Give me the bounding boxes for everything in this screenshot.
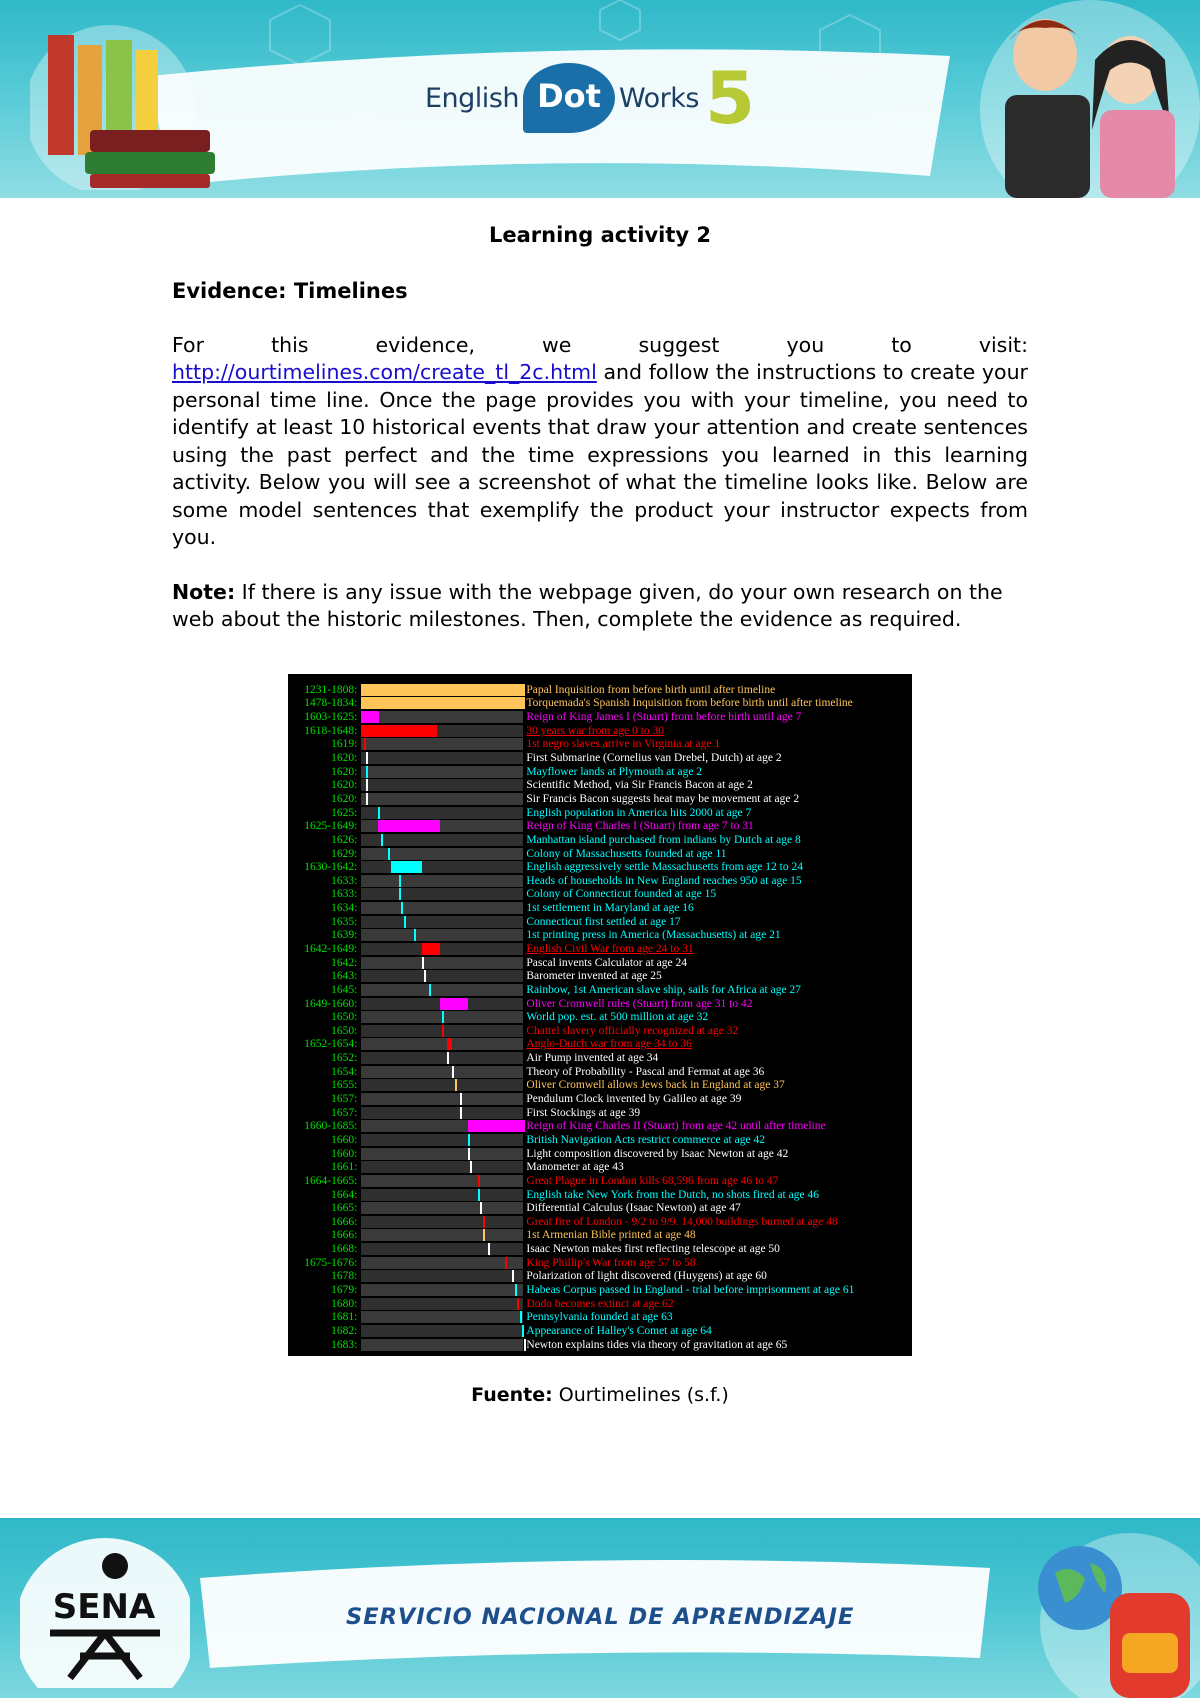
timeline-date: 1625: (331, 806, 358, 819)
timeline-bar (440, 998, 468, 1010)
timeline-row (294, 1024, 906, 1038)
timeline-row (294, 901, 906, 915)
timeline-event: 1st negro slaves arrive in Virginia at age 1 (526, 738, 721, 751)
timeline-bar (404, 916, 406, 928)
timeline-date: 1679: (331, 1284, 358, 1296)
timeline-row (294, 1201, 906, 1215)
timeline-event: Theory of Probability - Pascal and Fermat at age 36 (526, 1065, 765, 1078)
timeline-bar (478, 1175, 480, 1187)
timeline-event: Sir Francis Bacon suggests heat may be movement at age 2 (526, 792, 800, 805)
timeline-date: 1643: (331, 970, 358, 983)
timeline-event: Newton explains tides via theory of gravitation at age 65 (526, 1338, 788, 1351)
timeline-bar-track (361, 875, 523, 887)
timeline-bar (470, 1161, 472, 1173)
timeline-date: 1660-1685: (304, 1120, 358, 1133)
timeline-row (294, 697, 906, 711)
timeline-event: First Submarine (Cornelius van Drebel, Dutch) at age 2 (526, 752, 782, 765)
timeline-bar (447, 1052, 449, 1064)
timeline-row (294, 929, 906, 943)
document-body (172, 222, 1028, 634)
timeline-date: 1666: (331, 1229, 358, 1242)
timeline-bar (468, 1134, 470, 1146)
timeline-date: 1635: (331, 915, 358, 928)
timeline-event: 1st printing press in America (Massachusetts) at age 21 (526, 929, 781, 942)
timeline-date: 1649-1660: (304, 997, 358, 1010)
timeline-event: British Navigation Acts restrict commerce at age 42 (526, 1133, 765, 1146)
timeline-date: 1682: (331, 1324, 358, 1337)
timeline-date: 1657: (331, 1093, 358, 1106)
timeline-event: Reign of King James I (Stuart) from before birth until age 7 (526, 711, 802, 724)
timeline-bar (422, 957, 424, 969)
timeline-bar-track (361, 1120, 523, 1132)
instructions-paragraph (172, 332, 1028, 552)
timeline-event: Mayflower lands at Plymouth at age 2 (526, 765, 703, 778)
timeline-bar-track (361, 1161, 523, 1173)
timeline-bar (366, 766, 368, 778)
timeline-bar (401, 902, 403, 914)
timeline-row (294, 942, 906, 956)
timeline-event: 30 years war from age 0 to 30 (526, 724, 665, 737)
timeline-bar (515, 1284, 517, 1296)
timeline-bar-track (361, 1243, 523, 1255)
timeline-row (294, 765, 906, 779)
note-paragraph (172, 579, 1028, 634)
logo-word-works: Works (619, 82, 699, 114)
timeline-row (294, 778, 906, 792)
timeline-bar-track (361, 1066, 523, 1078)
timeline-bar-track (361, 1189, 523, 1201)
timeline-date: 1625-1649: (304, 820, 358, 833)
timeline-bar (522, 1325, 524, 1337)
timeline-event: First Stockings at age 39 (526, 1106, 641, 1119)
timeline-row (294, 683, 906, 697)
timeline-date: 1478-1834: (304, 697, 358, 710)
logo-word-dot: Dot (523, 63, 615, 133)
timeline-event: Dodo becomes extinct at age 62 (526, 1297, 674, 1310)
timeline-event: Pascal invents Calculator at age 24 (526, 956, 688, 969)
timeline-bar (455, 1079, 457, 1091)
timeline-bar (424, 970, 426, 982)
timeline-bar (442, 1025, 444, 1037)
timeline-bar (460, 1107, 462, 1119)
timeline-bar (483, 1229, 485, 1241)
timeline-event: Manhattan island purchased from indians by Dutch at age 8 (526, 833, 801, 846)
timeline-event: Polarization of light discovered (Huygens) at age 60 (526, 1270, 767, 1283)
timeline-row (294, 1160, 906, 1174)
timeline-date: 1629: (331, 847, 358, 860)
timeline-event: Heads of households in New England reaches 950 at age 15 (526, 874, 802, 887)
institution-name: SERVICIO NACIONAL DE APRENDIZAJE (346, 1604, 855, 1630)
timeline-event: English take New York from the Dutch, no shots fired at age 46 (526, 1188, 819, 1201)
timeline-row (294, 956, 906, 970)
timeline-date: 1661: (331, 1161, 358, 1174)
timeline-event: Reign of King Charles II (Stuart) from age 42 until after timeline (526, 1120, 826, 1133)
timeline-row (294, 1010, 906, 1024)
timeline-bar-track (361, 793, 523, 805)
timeline-event: Air Pump invented at age 34 (526, 1052, 659, 1065)
timeline-date: 1620: (331, 765, 358, 778)
timeline-bar (381, 834, 383, 846)
timeline-bar (520, 1311, 522, 1323)
timeline-row (294, 738, 906, 752)
timeline-bar-track (361, 738, 523, 750)
timeline-bar-track (361, 1216, 523, 1228)
timeline-bar (505, 1257, 507, 1269)
timeline-row (294, 1229, 906, 1243)
timeline-bar (378, 807, 380, 819)
timeline-date: 1675-1676: (304, 1256, 358, 1269)
timeline-bar-track (361, 1148, 523, 1160)
timeline-row (294, 1133, 906, 1147)
timeline-event: Great fire of London - 9/2 to 9/9. 14,000 buildings burned at age 48 (526, 1215, 838, 1228)
sena-logo-text: SENA (52, 1587, 156, 1627)
timeline-row (294, 1106, 906, 1120)
timeline-date: 1639: (331, 929, 358, 942)
timeline-row (294, 1324, 906, 1338)
timeline-bar-track (361, 684, 523, 696)
timeline-row (294, 860, 906, 874)
timeline-row (294, 1051, 906, 1065)
timeline-date: 1681: (331, 1311, 358, 1324)
timeline-date: 1664: (331, 1188, 358, 1201)
timeline-bar-track (361, 1257, 523, 1269)
timeline-date: 1652-1654: (304, 1038, 358, 1051)
timeline-row (294, 1338, 906, 1352)
timeline-row (294, 1065, 906, 1079)
timeline-bar (361, 711, 379, 723)
timeline-bar (517, 1298, 519, 1310)
instructions-rest: and follow the instructions to create your personal time line. Once the page provides you with your timeline, you need to identify at least 10 historical events that draw your attention and create sentences using the past perfect and the time expressions you learned in this learning activity. Below you will see a screenshot of what the timeline looks like. Below are some model sentences that exemplify the product your instructor expects from you. (172, 360, 1028, 549)
caption-label: Fuente: (471, 1384, 553, 1406)
timeline-bar-track (361, 1311, 523, 1323)
timeline-bar (414, 929, 416, 941)
timeline-row (294, 1283, 906, 1297)
timeline-bar (378, 820, 440, 832)
timeline-bar (483, 1216, 485, 1228)
timeline-event: English population in America hits 2000 at age 7 (526, 806, 752, 819)
logo-word-english: English (425, 82, 519, 114)
timeline-bar-track (361, 820, 523, 832)
timeline-date: 1634: (331, 902, 358, 915)
instructions-intro: For this evidence, we suggest you to visit: (172, 332, 1028, 357)
timeline-event: Colony of Massachusetts founded at age 11 (526, 847, 727, 860)
timeline-bar-track (361, 1011, 523, 1023)
timeline-event: King Phillip's War from age 57 to 58 (526, 1256, 696, 1269)
timeline-row (294, 819, 906, 833)
note-text: If there is any issue with the webpage given, do your own research on the web about the historic milestones. Then, complete the evidence as required. (172, 579, 1003, 631)
page-title: Learning activity 2 (489, 223, 711, 247)
timeline-bar-track (361, 766, 523, 778)
timeline-bar-track (361, 1339, 523, 1351)
timeline-date: 1657: (331, 1106, 358, 1119)
timeline-date: 1668: (331, 1243, 358, 1256)
timeline-bar-track (361, 1325, 523, 1337)
timeline-date: 1666: (331, 1215, 358, 1228)
timeline-row (294, 1310, 906, 1324)
timeline-event: 1st settlement in Maryland at age 16 (526, 902, 694, 915)
timeline-event: English aggressively settle Massachusetts from age 12 to 24 (526, 861, 803, 874)
timeline-date: 1620: (331, 792, 358, 805)
timeline-row (294, 751, 906, 765)
timeline-event: Chattel slavery officially recognized at age 32 (526, 1024, 739, 1037)
timeline-bar (478, 1189, 480, 1201)
timeline-event: Habeas Corpus passed in England - trial before imprisonment at age 61 (526, 1284, 855, 1296)
timeline-bar (361, 725, 436, 737)
timeline-row (294, 1215, 906, 1229)
timeline-bar (524, 1339, 526, 1351)
timeline-event: Torquemada's Spanish Inquisition from before birth until after timeline (526, 697, 853, 710)
timeline-bar (366, 779, 368, 791)
timeline-row (294, 1147, 906, 1161)
timeline-bar (422, 943, 440, 955)
timeline-bar-track (361, 1052, 523, 1064)
timeline-date: 1654: (331, 1065, 358, 1078)
timeline-row (294, 1120, 906, 1134)
timeline-event: Differential Calculus (Isaac Newton) at age 47 (526, 1202, 741, 1215)
timeline-date: 1603-1625: (304, 711, 358, 724)
timeline-bar-track (361, 752, 523, 764)
english-dot-works-logo (425, 58, 755, 138)
timeline-row (294, 1188, 906, 1202)
timeline-bar-track (361, 929, 523, 941)
timeline-bar-track (361, 888, 523, 900)
timeline-date: 1664-1665: (304, 1174, 358, 1187)
timeline-date: 1231-1808: (304, 683, 358, 696)
timeline-date: 1650: (331, 1024, 358, 1037)
timeline-bar (361, 684, 525, 696)
timeline-event: Colony of Connecticut founded at age 15 (526, 888, 717, 901)
timeline-row (294, 1092, 906, 1106)
timeline-event: English Civil War from age 24 to 31 (526, 942, 694, 955)
timeline-bar (391, 861, 422, 873)
timeline-bar-track (361, 1093, 523, 1105)
timeline-date: 1655: (331, 1079, 358, 1092)
timeline-bar (366, 793, 368, 805)
note-label: Note: (172, 579, 236, 604)
timeline-event: Oliver Cromwell allows Jews back in England at age 37 (526, 1079, 785, 1092)
timeline-bar-track (361, 1079, 523, 1091)
timeline-bar (512, 1270, 514, 1282)
timeline-date: 1620: (331, 779, 358, 792)
timeline-bar-track (361, 1038, 523, 1050)
timeline-bar (399, 875, 401, 887)
timeline-event: World pop. est. at 500 million at age 32 (526, 1011, 709, 1024)
timeline-row (294, 1256, 906, 1270)
sena-logo (20, 1538, 190, 1688)
timeline-bar-track (361, 984, 523, 996)
timeline-date: 1678: (331, 1270, 358, 1283)
caption-source: Ourtimelines (s.f.) (552, 1384, 729, 1406)
timeline-event: Anglo-Dutch war from age 34 to 36 (526, 1038, 692, 1051)
timeline-bar-track (361, 1202, 523, 1214)
timeline-bar-track (361, 834, 523, 846)
timeline-bar-track (361, 725, 523, 737)
timeline-date: 1665: (331, 1202, 358, 1215)
timeline-row (294, 1174, 906, 1188)
timeline-event: Papal Inquisition from before birth until after timeline (526, 683, 776, 696)
timeline-event: 1st Armenian Bible printed at age 48 (526, 1229, 696, 1242)
timeline-row (294, 983, 906, 997)
timeline-event: Great Plague in London kills 68,596 from age 46 to 47 (526, 1174, 779, 1187)
timeline-row (294, 847, 906, 861)
timeline-event: Reign of King Charles I (Stuart) from age 7 to 31 (526, 820, 754, 833)
timeline-date: 1650: (331, 1011, 358, 1024)
timeline-date: 1626: (331, 833, 358, 846)
timeline-event: Isaac Newton makes first reflecting telescope at age 50 (526, 1243, 780, 1256)
figure-caption (0, 1384, 1200, 1406)
timeline-bar-track (361, 1025, 523, 1037)
timeline-bar (480, 1202, 482, 1214)
timeline-bar (364, 738, 366, 750)
timeline-date: 1642: (331, 956, 358, 969)
timeline-row (294, 1297, 906, 1311)
timeline-date: 1642-1649: (304, 942, 358, 955)
timeline-row (294, 997, 906, 1011)
timeline-bar-track (361, 1175, 523, 1187)
timeline-bar (488, 1243, 490, 1255)
timeline-bar (388, 848, 390, 860)
timeline-row (294, 806, 906, 820)
timeline-bar-track (361, 943, 523, 955)
timeline-bar-track (361, 957, 523, 969)
timeline-event: Rainbow, 1st American slave ship, sails for Africa at age 27 (526, 983, 801, 996)
timeline-event: Light composition discovered by Isaac Newton at age 42 (526, 1147, 789, 1160)
timeline-screenshot (288, 674, 912, 1356)
timeline-bar (468, 1148, 470, 1160)
timeline-bar-track (361, 970, 523, 982)
timeline-date: 1633: (331, 888, 358, 901)
timeline-bar-track (361, 1284, 523, 1296)
timeline-bar-track (361, 1107, 523, 1119)
timeline-row (294, 1038, 906, 1052)
timeline-row (294, 710, 906, 724)
timeline-date: 1680: (331, 1297, 358, 1310)
timeline-date: 1660: (331, 1133, 358, 1146)
timeline-event: Appearance of Halley's Comet at age 64 (526, 1324, 712, 1337)
books-illustration (30, 20, 250, 190)
timeline-row (294, 1270, 906, 1284)
timeline-row (294, 1242, 906, 1256)
timeline-bar-track (361, 902, 523, 914)
header-banner (0, 0, 1200, 198)
timeline-event: Pendulum Clock invented by Galileo at age 39 (526, 1093, 742, 1106)
timeline-row (294, 915, 906, 929)
timeline-bar (442, 1011, 444, 1023)
timeline-bar (468, 1120, 525, 1132)
timeline-date: 1620: (331, 752, 358, 765)
timeline-event: Barometer invented at age 25 (526, 970, 662, 983)
timeline-bar (399, 888, 401, 900)
timeline-date: 1633: (331, 874, 358, 887)
footer-banner (0, 1518, 1200, 1698)
evidence-heading: Evidence: Timelines (172, 279, 408, 303)
timeline-date: 1630-1642: (304, 861, 358, 874)
students-illustration (950, 0, 1200, 198)
timeline-bar-track (361, 697, 523, 709)
timeline-bar (447, 1038, 452, 1050)
timeline-event: Connecticut first settled at age 17 (526, 915, 681, 928)
timeline-event: Pennsylvania founded at age 63 (526, 1311, 673, 1324)
timeline-row (294, 792, 906, 806)
timeline-bar (452, 1066, 454, 1078)
ourtimelines-link[interactable]: http://ourtimelines.com/create_tl_2c.html (172, 360, 597, 384)
timeline-date: 1618-1648: (304, 724, 358, 737)
timeline-bar-track (361, 1298, 523, 1310)
timeline-bar-track (361, 1134, 523, 1146)
timeline-date: 1652: (331, 1052, 358, 1065)
timeline-row (294, 1079, 906, 1093)
logo-number: 5 (704, 56, 756, 140)
timeline-bar (429, 984, 431, 996)
timeline-bar (460, 1093, 462, 1105)
timeline-row (294, 874, 906, 888)
timeline-row (294, 724, 906, 738)
timeline-bar-track (361, 779, 523, 791)
timeline-bar-track (361, 848, 523, 860)
timeline-row (294, 888, 906, 902)
timeline-bar-track (361, 861, 523, 873)
timeline-bar-track (361, 916, 523, 928)
timeline-bar-track (361, 807, 523, 819)
timeline-date: 1660: (331, 1147, 358, 1160)
timeline-date: 1683: (331, 1338, 358, 1351)
timeline-bar (366, 752, 368, 764)
timeline-bar-track (361, 1229, 523, 1241)
timeline-bar-track (361, 998, 523, 1010)
timeline-row (294, 969, 906, 983)
timeline-bar-track (361, 711, 523, 723)
timeline-row (294, 833, 906, 847)
timeline-event: Oliver Cromwell rules (Stuart) from age 31 to 42 (526, 997, 753, 1010)
timeline-event: Manometer at age 43 (526, 1161, 624, 1174)
timeline-date: 1645: (331, 983, 358, 996)
timeline-bar-track (361, 1270, 523, 1282)
timeline-event: Scientific Method, via Sir Francis Bacon at age 2 (526, 779, 753, 792)
timeline-bar (361, 697, 525, 709)
globe-backpack-illustration (1010, 1523, 1200, 1698)
timeline-date: 1619: (331, 738, 358, 751)
